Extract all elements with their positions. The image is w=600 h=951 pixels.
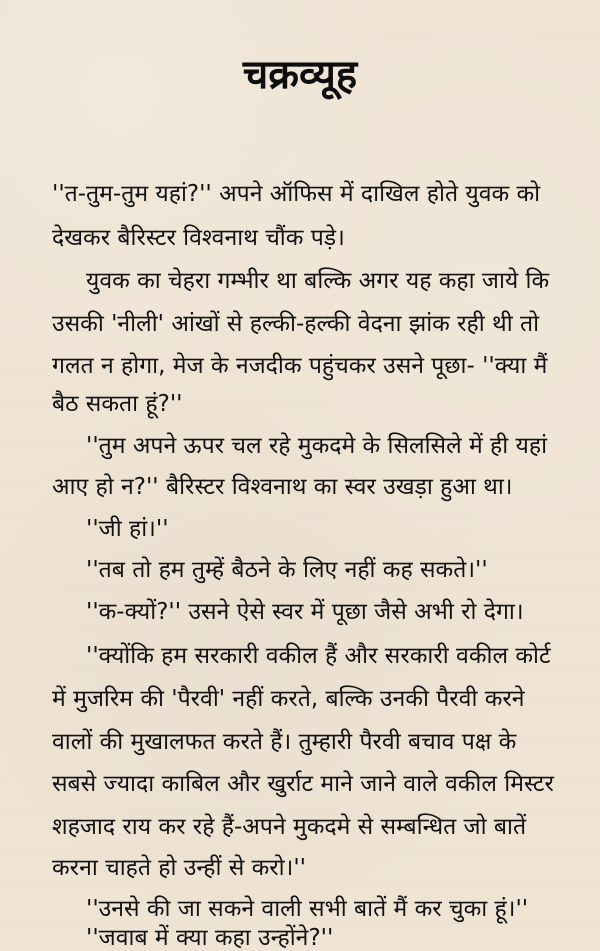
text-line-9: ''जी हां।'' xyxy=(86,516,169,542)
text-line-17: करना चाहते हो उन्हीं से करो।'' xyxy=(52,855,306,881)
text-line-2: देखकर बैरिस्टर विश्वनाथ चौंक पड़े। xyxy=(52,225,345,251)
text-line-12: ''क्योंकि हम सरकारी वकील हैं और सरकारी वकील कोर्ट xyxy=(86,643,551,669)
text-line-3: युवक का चेहरा गम्भीर था बल्कि अगर यह कहा जाये कि xyxy=(86,268,550,294)
text-line-1: ''त-तुम-तुम यहां?'' अपने ऑफिस में दाखिल होते युवक को xyxy=(52,181,541,207)
text-line-13: में मुजरिम की 'पैरवी' नहीं करते, बल्कि उनकी पैरवी करने xyxy=(52,686,525,712)
text-line-7: ''तुम अपने ऊपर चल रहे मुकदमे के सिलसिले में ही यहां xyxy=(86,433,548,459)
text-line-18: ''उनसे की जा सकने वाली सभी बातें मैं कर चुका हूं।'' xyxy=(86,896,529,922)
text-line-6: बैठ सकता हूं?'' xyxy=(52,391,183,417)
text-line-8: आए हो न?'' बैरिस्टर विश्वनाथ का स्वर उखड़ा हुआ था। xyxy=(52,474,513,500)
text-line-11: ''क-क्यों?'' उसने ऐसे स्वर में पूछा जैसे अभी रो देगा। xyxy=(86,599,524,625)
text-line-15: सबसे ज्यादा काबिल और खुर्राट माने जाने वाले वकील मिस्टर xyxy=(52,771,554,797)
text-line-14: वालों की मुखालफत करते हैं। तुम्हारी पैरवी बचाव पक्ष के xyxy=(52,729,517,755)
text-line-4: उसकी 'नीली' आंखों से हल्की-हल्की वेदना झांक रही थी तो xyxy=(52,311,540,337)
text-line-16: शहजाद राय कर रहे हैं-अपने मुकदमे से सम्बन्धित जो बातें xyxy=(52,814,527,840)
text-line-10: ''तब तो हम तुम्हें बैठने के लिए नहीं कह सकते।'' xyxy=(86,557,488,583)
chapter-title: चक्रव्यूह xyxy=(242,52,358,98)
text-line-19: ''जवाब में क्या कहा उन्होंने?'' xyxy=(86,925,334,951)
text-line-5: गलत न होगा, मेज के नजदीक पहुंचकर उसने पूछा- ''क्या मैं xyxy=(52,353,548,379)
